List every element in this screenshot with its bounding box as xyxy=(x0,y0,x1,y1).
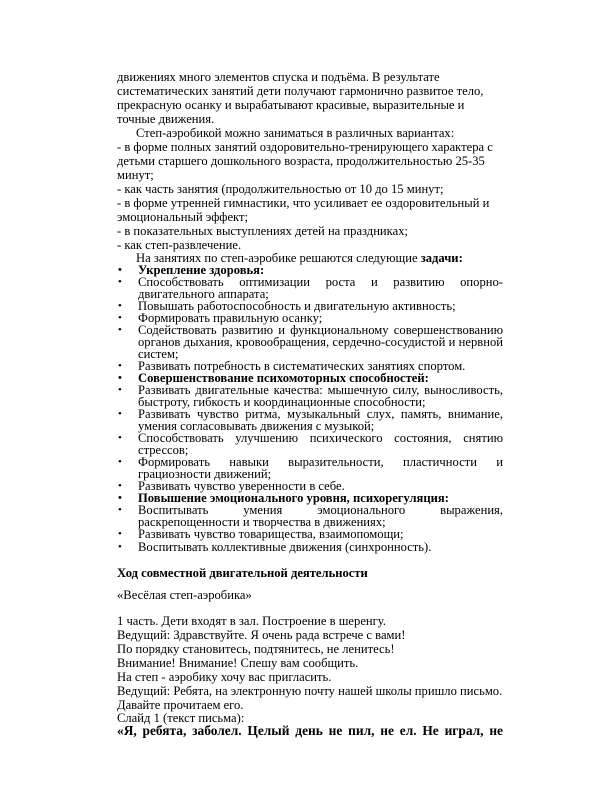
variant-line: - как степ-развлечение. xyxy=(117,238,242,252)
intro-paragraph: движениях много элементов спуска и подъёма. В результате систематических занятий дети получают гармонично развитое тело, прекрасную осанку и вырабатывают красивые, выразительные и точные движения. xyxy=(117,70,484,126)
section-heading: Ход совместной двигательной деятельности xyxy=(117,566,368,580)
scenario-line: Ведущий: Ребята, на электронную почту нашей школы пришло письмо. Давайте прочитаем его. xyxy=(117,684,503,712)
bullet-icon: • xyxy=(118,312,122,324)
scenario-line: На степ - аэробику хочу вас пригласить. xyxy=(117,670,332,684)
task-text: Повышать работоспособность и двигательную активность; xyxy=(138,299,456,313)
lesson-name: «Весёлая степ-аэробика» xyxy=(117,588,252,602)
bullet-icon: • xyxy=(118,300,122,312)
bullet-icon: • xyxy=(118,264,122,276)
bullet-icon: • xyxy=(118,504,122,516)
task-text: Способствовать улучшению психического состояния, снятию стрессов; xyxy=(138,431,503,457)
task-text: Повышение эмоционального уровня, психорегуляция: xyxy=(138,491,449,505)
scenario-line: 1 часть. Дети входят в зал. Построение в шеренгу. xyxy=(117,614,386,628)
bullet-icon: • xyxy=(118,324,122,336)
task-text: Формировать навыки выразительности, пластичности и грациозности движений; xyxy=(138,455,503,481)
scenario-block xyxy=(117,614,503,738)
bullet-icon: • xyxy=(118,432,122,444)
bullet-icon: • xyxy=(118,372,122,384)
scenario-line: Внимание! Внимание! Спешу вам сообщить. xyxy=(117,656,359,670)
task-text: Укрепление здоровья: xyxy=(138,263,265,277)
task-text: Воспитывать умения эмоционального выражения, раскрепощенности и творчества в движениях; xyxy=(138,503,503,529)
bullet-icon: • xyxy=(118,456,122,468)
bullet-icon: • xyxy=(118,480,122,492)
task-text: Развивать двигательные качества: мышечную силу, выносливость, быстроту, гибкость и координационные способности; xyxy=(138,383,503,409)
task-item xyxy=(117,540,503,554)
document-body xyxy=(117,70,503,738)
task-item xyxy=(117,408,503,432)
bullet-icon: • xyxy=(118,276,122,288)
task-text: Воспитывать коллективные движения (синхронность). xyxy=(138,540,432,554)
task-text: Развивать потребность в систематических занятиях спортом. xyxy=(138,359,466,373)
task-text: Развивать чувство ритма, музыкальный слух, память, внимание, умения согласовывать движения с музыкой; xyxy=(138,407,503,433)
task-item xyxy=(117,384,503,408)
task-item xyxy=(117,528,503,540)
task-item xyxy=(117,324,503,360)
task-text: Содействовать развитию и функциональному совершенствованию органов дыхания, кровообращения, сердечно-сосудистой и нервной систем; xyxy=(138,323,503,361)
task-text: Способствовать оптимизации роста и развитию опорно-двигательного аппарата; xyxy=(138,275,503,301)
task-text: Развивать чувство уверенности в себе. xyxy=(138,479,345,493)
task-item xyxy=(117,456,503,480)
scenario-line: По порядку становитесь, подтянитесь, не ленитесь! xyxy=(117,642,395,656)
task-text: Развивать чувство товарищества, взаимопомощи; xyxy=(138,527,404,541)
tasks-list xyxy=(117,264,503,554)
task-item xyxy=(117,432,503,456)
bullet-icon: • xyxy=(118,528,122,540)
task-text: Формировать правильную осанку; xyxy=(138,311,323,325)
bullet-icon: • xyxy=(118,408,122,420)
tasks-intro-bold: задачи: xyxy=(420,251,463,265)
letter-text: «Я, ребята, заболел. Целый день не пил, не ел. Не играл, не xyxy=(117,723,503,738)
bullet-icon: • xyxy=(118,360,122,372)
variants-intro: Степ-аэробикой можно заниматься в различных вариантах: xyxy=(136,126,455,140)
scenario-line: Ведущий: Здравствуйте. Я очень рада встрече с вами! xyxy=(117,628,406,642)
task-item xyxy=(117,276,503,300)
scenario-line: Слайд 1 (текст письма): xyxy=(117,711,245,725)
variant-line: - в форме утренней гимнастики, что усиливает ее оздоровительный и эмоциональный эффект; xyxy=(117,196,490,224)
tasks-intro-text: На занятиях по степ-аэробике решаются следующие xyxy=(136,251,421,265)
bullet-icon: • xyxy=(118,384,122,396)
task-item xyxy=(117,504,503,528)
variant-line: - в форме полных занятий оздоровительно-тренирующего характера с детьми старшего дошкольного возраста, продолжительностью 25-35 минут; xyxy=(117,140,493,182)
bullet-icon: • xyxy=(118,492,122,504)
task-text: Совершенствование психомоторных способностей: xyxy=(138,371,429,385)
variant-line: - как часть занятия (продолжительностью от 10 до 15 минут; xyxy=(117,182,444,196)
variant-line: - в показательных выступлениях детей на праздниках; xyxy=(117,224,408,238)
bullet-icon: • xyxy=(118,541,122,553)
